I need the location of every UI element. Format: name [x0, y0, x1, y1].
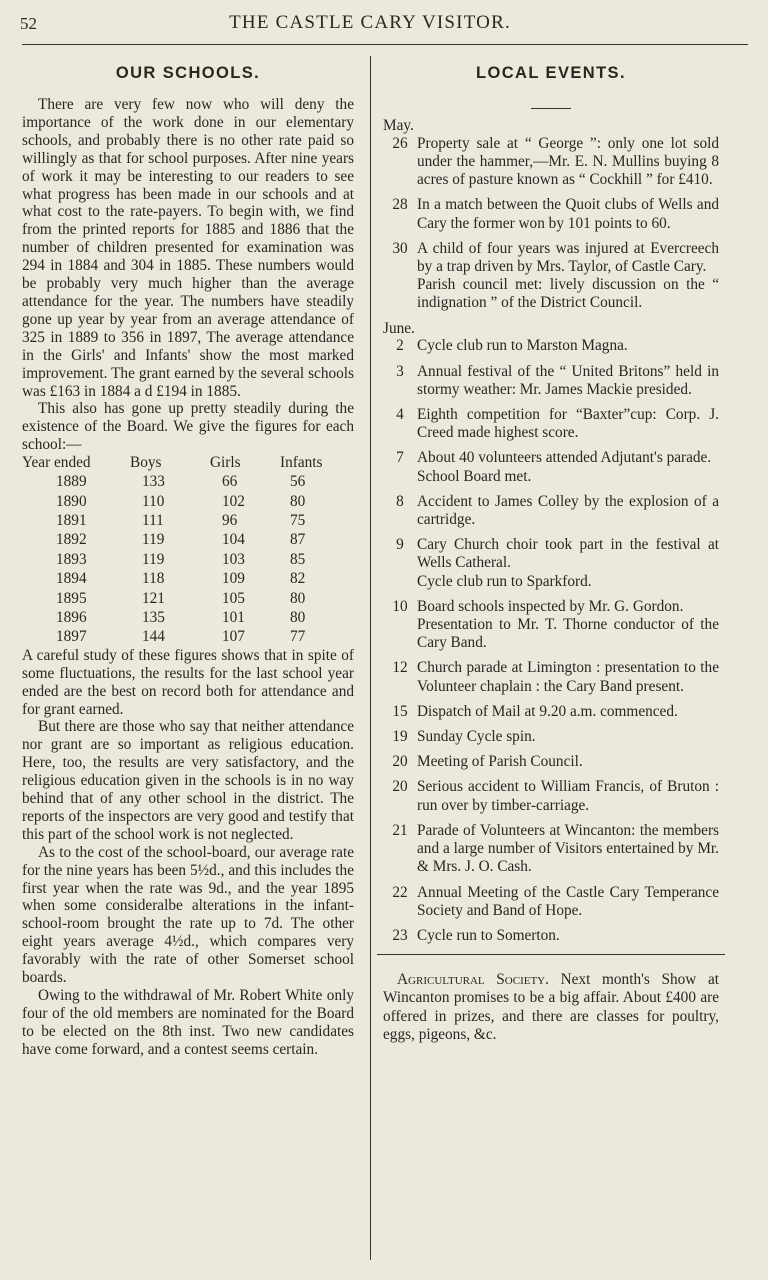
event-day: 9: [396, 536, 404, 554]
infants-cell: 82: [290, 570, 306, 588]
infants-cell: 75: [290, 511, 306, 529]
event-text: [417, 406, 719, 442]
boys-cell: 119: [142, 550, 165, 568]
girls-cell: 105: [222, 589, 245, 607]
event-day: 21: [392, 821, 408, 839]
event-day: 2: [396, 337, 404, 355]
event-day: 19: [392, 728, 408, 746]
event-text: [417, 337, 719, 355]
event-text-line: Parish council met: lively discussion on the “ indignation ” of the District Council.: [417, 276, 719, 312]
attendance-table-row: [22, 511, 354, 530]
event-day: 20: [392, 778, 408, 796]
event-day: 12: [392, 659, 408, 677]
boys-cell: 121: [142, 589, 165, 607]
event-entry: [383, 822, 719, 877]
event-text-line: Annual Meeting of the Castle Cary Temperance Society and Band of Hope.: [417, 883, 719, 919]
girls-cell: 96: [222, 511, 238, 529]
schools-paragraph-4: But there are those who say that neither attendance nor grant are so important as religious education. Here, too, the results are very satisfactory, and the religious education given in the schools is in no way behind that of any other school in the district. The reports of the inspectors are very good and testify that this part of the school work is not neglected.: [22, 718, 354, 843]
event-text-line: In a match between the Quoit clubs of Wells and Cary the former won by 101 points to 60.: [417, 196, 719, 232]
year-cell: 1896: [56, 608, 87, 626]
infants-cell: 87: [290, 531, 306, 549]
event-entry: [383, 659, 719, 695]
event-text: [417, 135, 719, 190]
infants-cell: 80: [290, 492, 306, 510]
schools-paragraph-6: Owing to the withdrawal of Mr. Robert White only four of the old members are nominated for the Board to be elected on the 8th inst. Two new candidates have come forward, and a contest seems certain.: [22, 987, 354, 1058]
event-text-line: A child of four years was injured at Evercreech by a trap driven by Mrs. Taylor, of Castle Cary.: [417, 239, 719, 276]
event-text: [417, 363, 719, 399]
schools-paragraph-3: A careful study of these figures shows that in spite of some fluctuations, the results for the last school year ended are the best on record both for attendance and for grant earned.: [22, 646, 354, 718]
boys-cell: 118: [142, 570, 165, 588]
attendance-table: [22, 454, 354, 647]
event-day: 8: [396, 492, 404, 510]
agricultural-society-title: Agricultural Society.: [397, 971, 549, 989]
boys-cell: 110: [142, 492, 165, 510]
agricultural-society-text: Next month's Show at Wincanton promises to be a big affair. About £400 are offered in prizes, and there are classes for poultry, eggs, pigeons, &c.: [383, 971, 719, 1043]
attendance-table-body: [22, 472, 354, 647]
year-cell: 1893: [56, 550, 87, 568]
event-entry: [383, 703, 719, 721]
girls-cell: 66: [222, 473, 238, 491]
infants-cell: 85: [290, 550, 306, 568]
year-cell: 1890: [56, 492, 87, 510]
event-text-line: Property sale at “ George ”: only one lot sold under the hammer,—Mr. E. N. Mullins buying 8 acres of pasture known as “ Cockhill ” for £410.: [417, 134, 719, 189]
running-title: THE CASTLE CARY VISITOR.: [229, 12, 511, 33]
header-boys: Boys: [130, 454, 162, 472]
event-text: [417, 659, 719, 695]
event-day: 3: [396, 362, 404, 380]
column-divider: [370, 56, 371, 1260]
event-entry: [383, 493, 719, 529]
event-text: [417, 753, 719, 771]
event-day: 10: [392, 597, 408, 615]
event-entry: [383, 135, 719, 190]
event-entry: [383, 927, 719, 945]
year-cell: 1889: [56, 473, 87, 491]
attendance-table-row: [22, 530, 354, 549]
month-may-label: May.: [383, 117, 414, 134]
event-entry: [383, 337, 719, 355]
event-entry: [383, 449, 719, 485]
event-text-line: Annual festival of the “ United Britons” held in stormy weather: Mr. James Mackie presided.: [417, 362, 719, 398]
year-cell: 1897: [56, 628, 87, 646]
event-text-line: Meeting of Parish Council.: [417, 753, 583, 771]
event-text-line: Board schools inspected by Mr. G. Gordon.: [417, 597, 684, 615]
our-schools-column: [22, 60, 354, 1059]
attendance-table-row: [22, 608, 354, 627]
event-entry: [383, 598, 719, 653]
event-text-line: Church parade at Limington : presentation to the Volunteer chaplain : the Cary Band present.: [417, 659, 719, 695]
boys-cell: 111: [142, 511, 164, 529]
event-text-line: School Board met.: [417, 467, 532, 485]
event-entry: [383, 406, 719, 442]
header-infants: Infants: [280, 454, 323, 472]
event-entry: [383, 240, 719, 313]
schools-paragraph-2: This also has gone up pretty steadily during the existence of the Board. We give the figures for each school:—: [22, 400, 354, 454]
year-cell: 1892: [56, 531, 87, 549]
event-entry: [383, 363, 719, 399]
girls-cell: 102: [222, 492, 245, 510]
event-text: [417, 493, 719, 529]
event-text: [417, 728, 719, 746]
infants-cell: 80: [290, 589, 306, 607]
attendance-table-row: [22, 550, 354, 569]
header-year-ended: Year ended: [22, 454, 91, 472]
attendance-table-row: [22, 589, 354, 608]
event-text-line: Serious accident to William Francis, of Bruton : run over by timber-carriage.: [417, 778, 719, 814]
event-day: 26: [392, 134, 408, 152]
event-entry: [383, 753, 719, 771]
attendance-table-row: [22, 492, 354, 511]
header-rule: [22, 44, 748, 45]
event-text-line: About 40 volunteers attended Adjutant's parade.: [417, 449, 712, 467]
event-text: [417, 703, 719, 721]
year-cell: 1891: [56, 511, 87, 529]
event-text-line: Parade of Volunteers at Wincanton: the members and a large number of Visitors entertained by Mr. & Mrs. J. O. Cash.: [417, 821, 719, 876]
local-events-heading: LOCAL EVENTS.: [476, 64, 626, 82]
event-entry: [383, 778, 719, 814]
girls-cell: 109: [222, 570, 245, 588]
our-schools-heading: OUR SCHOOLS.: [115, 64, 261, 82]
girls-cell: 101: [222, 608, 245, 626]
event-text: [417, 598, 719, 653]
event-day: 28: [392, 196, 408, 214]
event-text-line: Cycle club run to Marston Magna.: [417, 337, 628, 355]
event-day: 20: [392, 753, 408, 771]
event-text-line: Cycle run to Somerton.: [417, 926, 560, 944]
event-text: [417, 196, 719, 232]
event-entry: [383, 728, 719, 746]
event-day: 15: [392, 702, 408, 720]
boys-cell: 133: [142, 473, 165, 491]
event-text-line: Accident to James Colley by the explosion of a cartridge.: [417, 492, 719, 529]
page-number: 52: [20, 14, 37, 33]
event-text-line: Cary Church choir took part in the festival at Wells Catheral.: [417, 536, 719, 572]
event-text: [417, 927, 719, 945]
events-end-rule: [377, 954, 725, 955]
boys-cell: 135: [142, 608, 165, 626]
infants-cell: 56: [290, 473, 306, 491]
event-day: 22: [392, 883, 408, 901]
event-text-line: Sunday Cycle spin.: [417, 728, 536, 746]
attendance-table-row: [22, 472, 354, 491]
event-day: 30: [392, 239, 408, 257]
event-text-line: Presentation to Mr. T. Thorne conductor of the Cary Band.: [417, 616, 719, 652]
local-events-column: [383, 60, 719, 1044]
girls-cell: 107: [222, 628, 245, 646]
year-cell: 1895: [56, 589, 87, 607]
event-entry: [383, 884, 719, 920]
agricultural-society-notice: [383, 971, 719, 1044]
event-text: [417, 822, 719, 877]
year-cell: 1894: [56, 570, 87, 588]
event-entry: [383, 536, 719, 591]
event-text-line: Dispatch of Mail at 9.20 a.m. commenced.: [417, 702, 678, 720]
event-day: 23: [392, 926, 408, 944]
event-text: [417, 536, 719, 591]
may-events-list: [383, 135, 719, 313]
attendance-table-row: [22, 627, 354, 646]
event-text: [417, 449, 719, 485]
attendance-table-row: [22, 569, 354, 588]
event-entry: [383, 196, 719, 232]
boys-cell: 119: [142, 531, 165, 549]
boys-cell: 144: [142, 628, 165, 646]
attendance-table-header: [22, 454, 354, 472]
girls-cell: 104: [222, 531, 245, 549]
schools-paragraph-1: There are very few now who will deny the importance of the work done in our elementary schools, and probably there is no other rate paid so willingly as that for school purposes. After nine years of work it may be interesting to our readers to see what progress has been made in our schools and at what cost to the rate-payers. To begin with, we find from the printed reports for 1885 and 1886 that the number of children presented for examination was 294 in 1884 and 304 in 1885. These numbers would be probably very much higher than the average attendance for the year. The numbers have steadily gone up year by year from an average attendance of 325 in 1889 to 356 in 1897, The average attendance in the Girls' and Infants' show the most marked improvement. The grant earned by the several schools was £163 in 1884 a d £194 in 1885.: [22, 96, 354, 400]
event-text-line: Cycle club run to Sparkford.: [417, 572, 592, 590]
infants-cell: 80: [290, 608, 306, 626]
event-text: [417, 778, 719, 814]
heading-ornament-rule: [531, 108, 571, 109]
event-day: 4: [396, 406, 404, 424]
event-day: 7: [396, 449, 404, 467]
header-girls: Girls: [210, 454, 241, 472]
month-june-label: June.: [383, 319, 415, 337]
event-text: [417, 240, 719, 313]
june-events-list: [383, 337, 719, 945]
schools-paragraph-5: As to the cost of the school-board, our average rate for the nine years has been 5½d., and this includes the first year when the rate was 9d., and the year 1895 when some consideralbe alterations in the infant-school-room brought the rate up to 7d. The other eight years average 4½d., which compares very favorably with the rate of other Somerset school boards.: [22, 843, 354, 987]
girls-cell: 103: [222, 550, 245, 568]
event-text: [417, 884, 719, 920]
infants-cell: 77: [290, 628, 306, 646]
event-text-line: Eighth competition for “Baxter”cup: Corp. J. Creed made highest score.: [417, 406, 719, 442]
